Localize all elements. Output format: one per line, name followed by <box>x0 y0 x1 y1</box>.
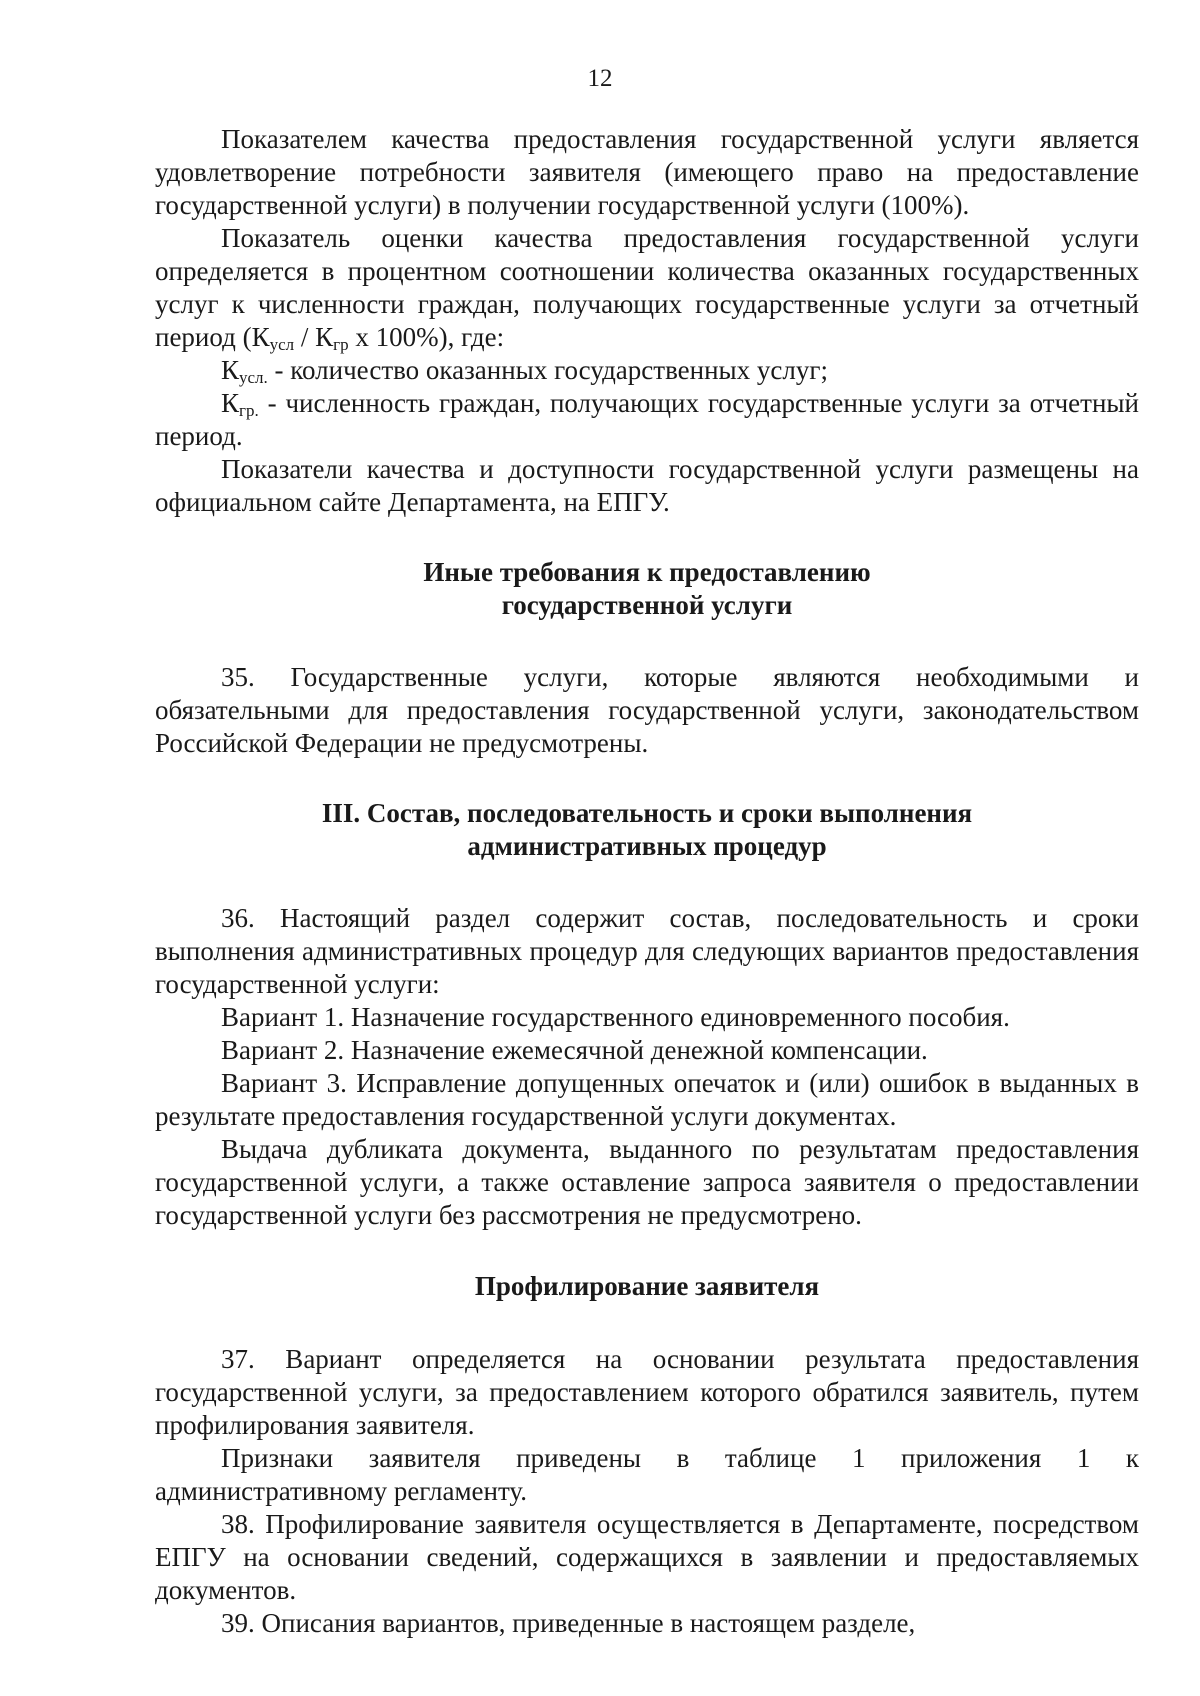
paragraph-duplicate-issuance: Выдача дубликата документа, выданного по результатам предоставления государственной услуги, а также оставление запроса заявителя о предоставлении государственной услуги без рассмотрения не предусмотрено. <box>155 1134 1139 1230</box>
paragraph-variant-1: Вариант 1. Назначение государственного единовременного пособия. <box>221 1002 1010 1032</box>
section-heading-iii <box>155 797 1139 863</box>
page-number: 12 <box>587 65 613 92</box>
paragraph-38: 38. Профилирование заявителя осуществляется в Департаменте, посредством ЕПГУ на основании сведений, содержащихся в заявлении и предоставляемых документов. <box>155 1509 1139 1605</box>
formula-tail: х 100%), где: <box>348 322 505 352</box>
paragraph-applicant-attributes: Признаки заявителя приведены в таблице 1 приложения 1 к административному регламенту. <box>155 1443 1139 1506</box>
section-heading-other-requirements <box>155 556 1139 622</box>
definition-text: - численность граждан, получающих государственные услуги за отчетный период. <box>155 388 1139 451</box>
document-body <box>155 123 1139 1640</box>
formula-subscript-gr: гр <box>333 335 349 354</box>
paragraph-indicators-published: Показатели качества и доступности государственной услуги размещены на официальном сайте Департамента, на ЕПГУ. <box>155 454 1139 517</box>
heading-line: Иные требования к предоставлению <box>423 557 871 587</box>
section-heading-applicant-profiling <box>155 1270 1139 1303</box>
paragraph-k-usl-definition <box>155 354 1139 387</box>
heading-line: Профилирование заявителя <box>474 1271 820 1301</box>
formula-subscript-usl: усл <box>269 335 295 354</box>
symbol-subscript: гр. <box>239 401 259 420</box>
symbol-subscript: усл. <box>239 368 268 387</box>
paragraph-quality-assessment <box>155 222 1139 354</box>
paragraph-k-gr-definition <box>155 387 1139 453</box>
heading-line: государственной услуги <box>501 590 793 620</box>
paragraph-35: 35. Государственные услуги, которые являются необходимыми и обязательными для предоставления государственной услуги, законодательством Российской Федерации не предусмотрены. <box>155 662 1139 758</box>
symbol-k: К <box>221 355 240 385</box>
paragraph-36: 36. Настоящий раздел содержит состав, последовательность и сроки выполнения административных процедур для следующих вариантов предоставления государственной услуги: <box>155 903 1139 999</box>
formula-k: К <box>315 322 334 352</box>
formula-k: К <box>251 322 270 352</box>
heading-line: административных процедур <box>467 831 827 861</box>
paragraph-variant-3: Вариант 3. Исправление допущенных опечаток и (или) ошибок в выданных в результате предоставления государственной услуги документах. <box>155 1068 1139 1131</box>
definition-text: - количество оказанных государственных услуг; <box>267 355 828 385</box>
paragraph-39: 39. Описания вариантов, приведенные в настоящем разделе, <box>221 1608 916 1638</box>
heading-line: III. Состав, последовательность и сроки выполнения <box>321 798 973 828</box>
paragraph-37: 37. Вариант определяется на основании результата предоставления государственной услуги, за предоставлением которого обратился заявитель, путем профилирования заявителя. <box>155 1344 1139 1440</box>
symbol-k: К <box>221 388 240 418</box>
formula-divider: / <box>294 322 316 352</box>
paragraph-text: Показатель оценки качества предоставления государственной услуги определяется в процентном соотношении количества оказанных государственных услуг к численности граждан, получающих государственные услуги за отчетный период ( <box>155 223 1139 352</box>
paragraph-variant-2: Вариант 2. Назначение ежемесячной денежной компенсации. <box>221 1035 928 1065</box>
paragraph-quality-indicator: Показателем качества предоставления государственной услуги является удовлетворение потребности заявителя (имеющего право на предоставление государственной услуги) в получении государственной услуги (100%). <box>155 124 1139 220</box>
